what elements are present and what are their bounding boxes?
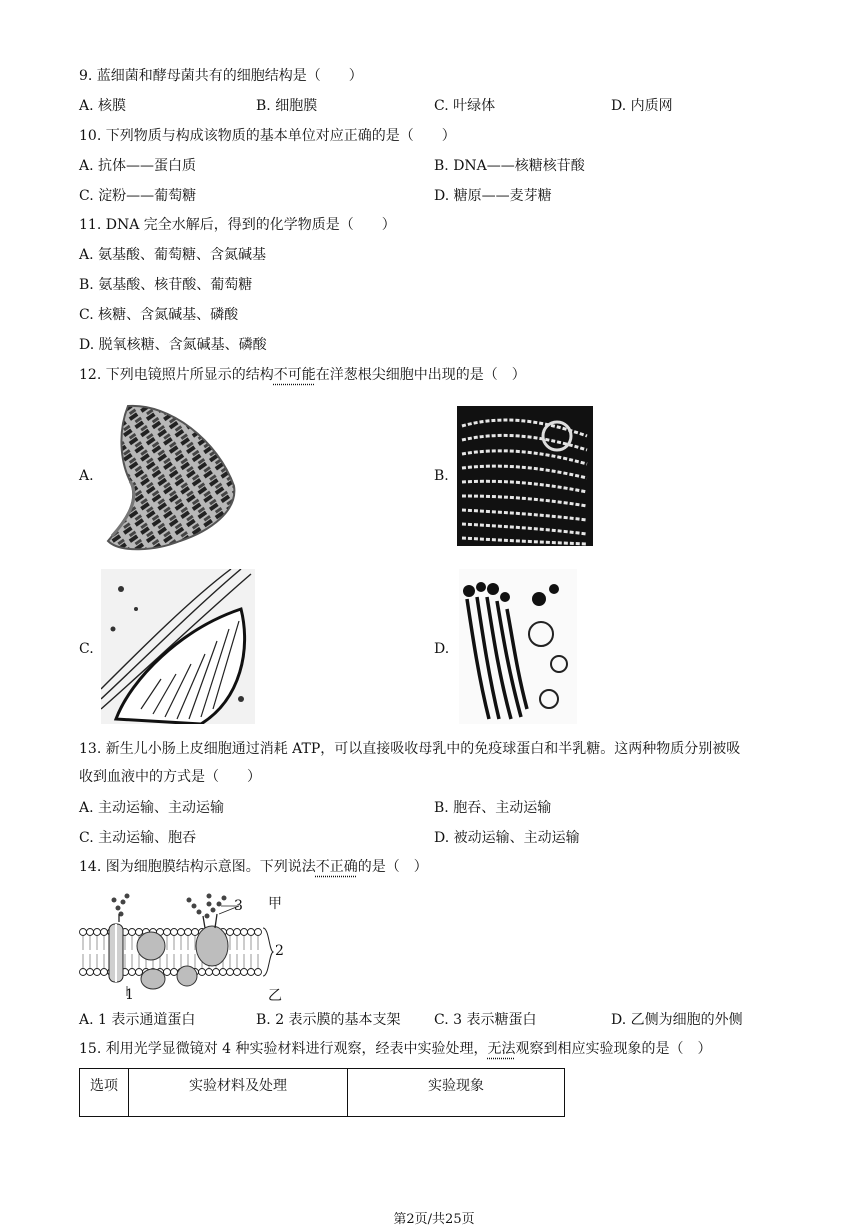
q13-option-d: D. 被动运输、主动运输 xyxy=(434,830,580,846)
question-10-stem: 10. 下列物质与构成该物质的基本单位对应正确的是（ ） xyxy=(79,128,456,144)
q15-stem-post: 观察到相应实验现象的是（ ） xyxy=(515,1041,712,1057)
q12-label-b: B. xyxy=(434,468,449,484)
q14-label-1: 1 xyxy=(125,987,134,1003)
q15-emphasis: 无法 xyxy=(487,1041,516,1057)
q11-option-d: D. 脱氧核糖、含氮碱基、磷酸 xyxy=(79,337,267,353)
q12-stem-pre: 12. 下列电镜照片所显示的结构 xyxy=(79,367,274,383)
q14-emphasis: 不正确 xyxy=(315,859,358,875)
question-15-stem xyxy=(79,1040,712,1058)
q11-option-c: C. 核糖、含氮碱基、磷酸 xyxy=(79,307,239,323)
question-9-stem: 9. 蓝细菌和酵母菌共有的细胞结构是（ ） xyxy=(79,68,363,84)
page-footer: 第2页/共25页 xyxy=(393,1212,475,1227)
q12-label-a: A. xyxy=(79,468,94,484)
question-11-stem: 11. DNA 完全水解后，得到的化学物质是（ ） xyxy=(79,217,396,233)
q15-table xyxy=(79,1068,565,1117)
q14-label-3: 3 xyxy=(234,898,243,914)
q14-option-d: D. 乙侧为细胞的外侧 xyxy=(611,1012,743,1028)
question-13-stem-line2: 收到血液中的方式是（ ） xyxy=(79,769,261,785)
table-header-phenomenon: 实验现象 xyxy=(348,1069,565,1117)
q14-option-b: B. 2 表示膜的基本支架 xyxy=(256,1012,401,1028)
q14-label-2: 2 xyxy=(275,943,284,959)
q14-stem-pre: 14. 图为细胞膜结构示意图。下列说法 xyxy=(79,859,316,875)
table-header-option: 选项 xyxy=(80,1069,129,1117)
question-14-stem xyxy=(79,858,428,876)
q12-stem-post: 在洋葱根尖细胞中出现的是（ ） xyxy=(315,367,526,383)
q12-image-a-chloroplast xyxy=(100,401,240,553)
q14-membrane-diagram xyxy=(79,884,299,1004)
q12-label-d: D. xyxy=(434,641,450,657)
q14-label-jia: 甲 xyxy=(268,896,282,912)
q11-option-b: B. 氨基酸、核苷酸、葡萄糖 xyxy=(79,277,253,293)
q13-option-b: B. 胞吞、主动运输 xyxy=(434,800,552,816)
q13-option-a: A. 主动运输、主动运输 xyxy=(79,800,225,816)
q12-image-d-golgi xyxy=(459,569,577,724)
question-12-stem xyxy=(79,366,526,384)
q10-option-b: B. DNA——核糖核苷酸 xyxy=(434,158,585,174)
table-header-material: 实验材料及处理 xyxy=(129,1069,348,1117)
q12-image-c-mitochondrion xyxy=(101,569,255,724)
table-header-row xyxy=(80,1069,565,1117)
q12-emphasis: 不可能 xyxy=(273,367,316,383)
q9-option-d: D. 内质网 xyxy=(611,98,673,114)
q14-label-yi: 乙 xyxy=(268,988,282,1004)
q11-option-a: A. 氨基酸、葡萄糖、含氮碱基 xyxy=(79,247,267,263)
q10-option-d: D. 糖原——麦芽糖 xyxy=(434,188,552,204)
q9-option-a: A. 核膜 xyxy=(79,98,127,114)
q13-option-c: C. 主动运输、胞吞 xyxy=(79,830,197,846)
q9-option-b: B. 细胞膜 xyxy=(256,98,318,114)
q10-option-c: C. 淀粉——葡萄糖 xyxy=(79,188,197,204)
question-13-stem-line1: 13. 新生儿小肠上皮细胞通过消耗 ATP，可以直接吸收母乳中的免疫球蛋白和半乳糖。这两种物质分别被吸 xyxy=(79,741,741,757)
q12-image-b-er xyxy=(457,406,593,546)
q9-option-c: C. 叶绿体 xyxy=(434,98,496,114)
q15-stem-pre: 15. 利用光学显微镜对 4 种实验材料进行观察，经表中实验处理， xyxy=(79,1041,488,1057)
q14-option-c: C. 3 表示糖蛋白 xyxy=(434,1012,537,1028)
q10-option-a: A. 抗体——蛋白质 xyxy=(79,158,197,174)
q12-label-c: C. xyxy=(79,641,94,657)
q14-stem-post: 的是（ ） xyxy=(357,859,428,875)
q14-option-a: A. 1 表示通道蛋白 xyxy=(79,1012,196,1028)
